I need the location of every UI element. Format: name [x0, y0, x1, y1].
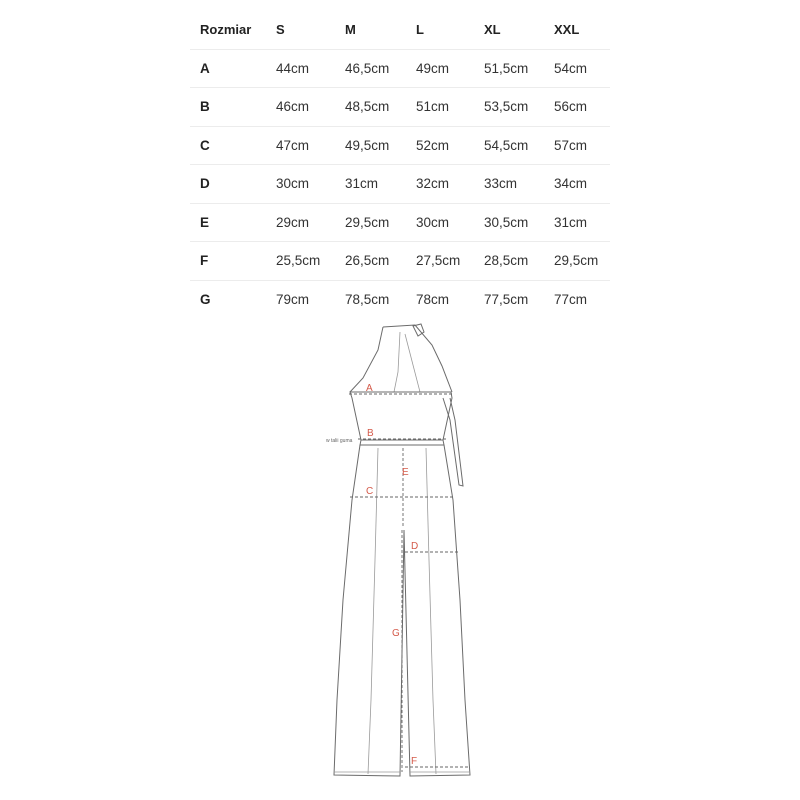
table-cell: 46cm: [276, 99, 310, 114]
table-cell: 51,5cm: [484, 60, 529, 76]
table-cell: 31cm: [554, 214, 588, 230]
neck-fold-line: [405, 334, 420, 392]
table-cell: 48,5cm: [345, 99, 390, 114]
table-cell: 30,5cm: [484, 214, 529, 230]
table-cell: 78,5cm: [345, 291, 390, 307]
measure-label-b: B: [367, 428, 374, 439]
header-m: M: [345, 22, 356, 37]
waistband-outline: [360, 440, 444, 445]
table-cell: 53,5cm: [484, 99, 529, 114]
row-label: A: [200, 60, 210, 76]
table-cell: 27,5cm: [416, 253, 461, 268]
table-cell: 77cm: [554, 291, 588, 307]
table-cell: 57cm: [554, 137, 588, 153]
table-cell: 32cm: [416, 176, 450, 191]
row-label: G: [200, 291, 211, 307]
neck-fold-line-2: [394, 332, 400, 392]
table-cell: 30cm: [416, 214, 450, 230]
measure-label-f: F: [411, 756, 418, 767]
bodice-outline: [350, 392, 452, 440]
header-xl: XL: [484, 22, 501, 37]
measure-label-d: D: [411, 541, 419, 552]
table-cell: 44cm: [276, 60, 310, 76]
table-cell: 25,5cm: [276, 253, 321, 268]
measure-label-e: E: [402, 467, 409, 478]
table-cell: 47cm: [276, 137, 310, 153]
table-cell: 29,5cm: [345, 214, 390, 230]
measure-label-c: C: [366, 486, 374, 497]
row-label: E: [200, 214, 210, 230]
row-label: F: [200, 253, 209, 268]
header-size: Rozmiar: [200, 22, 252, 37]
table-cell: 29cm: [276, 214, 310, 230]
row-label: B: [200, 99, 210, 114]
table-cell: 52cm: [416, 137, 450, 153]
row-label: D: [200, 176, 210, 191]
header-xxl: XXL: [554, 22, 580, 37]
header-l: L: [416, 22, 424, 37]
measure-label-a: A: [366, 383, 373, 394]
table-cell: 26,5cm: [345, 253, 390, 268]
table-cell: 33cm: [484, 176, 518, 191]
table-cell: 54cm: [554, 60, 588, 76]
row-label: C: [200, 137, 210, 153]
table-cell: 46,5cm: [345, 60, 390, 76]
table-cell: 30cm: [276, 176, 310, 191]
table-cell: 56cm: [554, 99, 588, 114]
table-cell: 78cm: [416, 291, 450, 307]
header-s: S: [276, 22, 285, 37]
table-cell: 51cm: [416, 99, 450, 114]
table-cell: 34cm: [554, 176, 588, 191]
table-cell: 54,5cm: [484, 137, 529, 153]
table-cell: 31cm: [345, 176, 379, 191]
table-cell: 49,5cm: [345, 137, 390, 153]
measure-label-g: G: [392, 628, 400, 639]
side-tie: [443, 398, 463, 486]
table-cell: 28,5cm: [484, 253, 529, 268]
table-cell: 79cm: [276, 291, 310, 307]
table-cell: 49cm: [416, 60, 450, 76]
table-cell: 77,5cm: [484, 291, 529, 307]
waist-note: w talii guma: [326, 438, 353, 444]
table-cell: 29,5cm: [554, 253, 599, 268]
